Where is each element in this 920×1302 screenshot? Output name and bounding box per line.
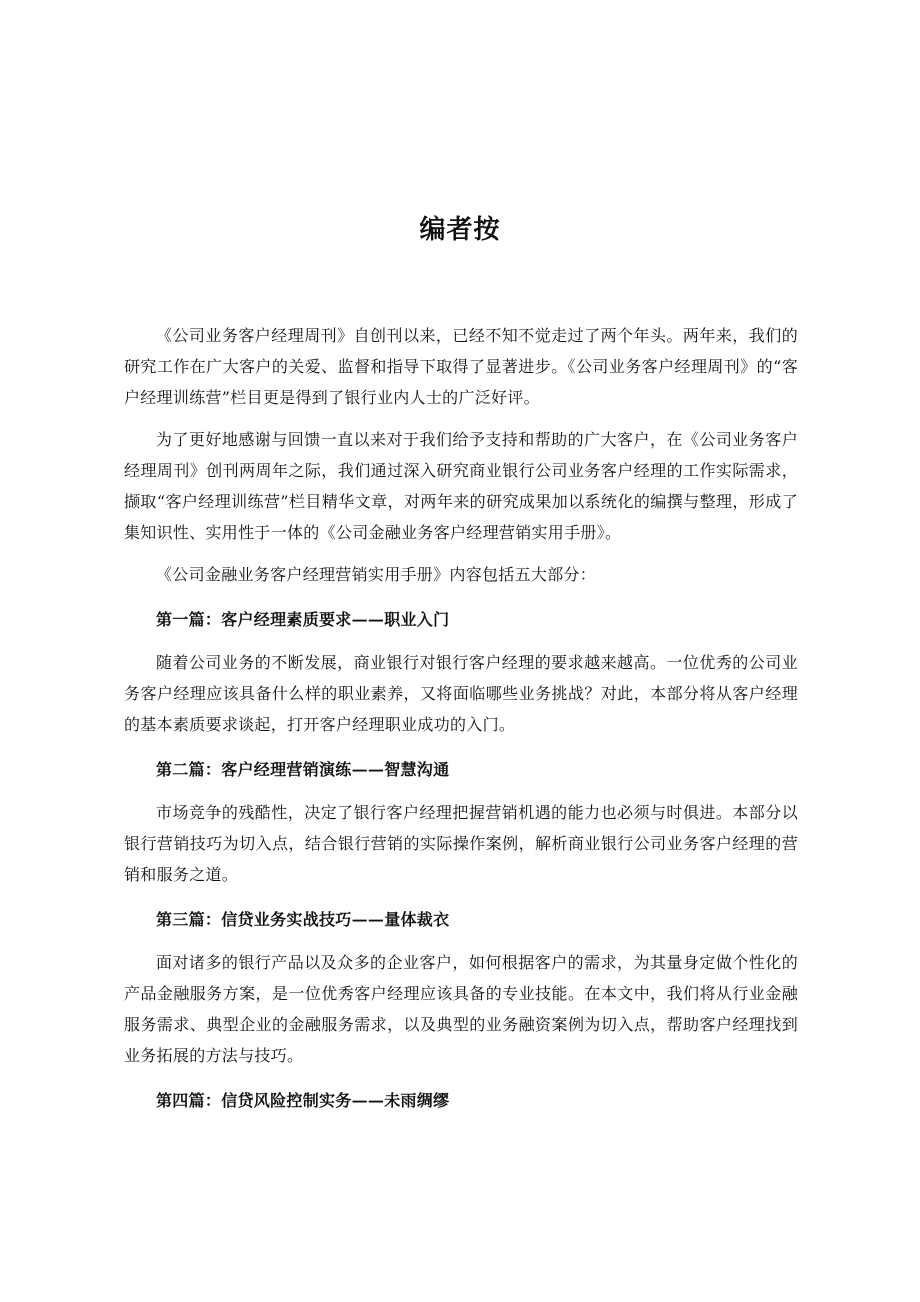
intro-paragraph-1: 《公司业务客户经理周刊》自创刊以来，已经不知不觉走过了两个年头。两年来，我们的研究工作在广大客户的关爱、监督和指导下取得了显著进步。《公司业务客户经理周刊》的“客户经理训练营”栏目更是得到了银行业内人士的广泛好评。 <box>124 326 798 407</box>
section-body-3: 面对诸多的银行产品以及众多的企业客户，如何根据客户的需求，为其量身定做个性化的产品金融服务方案，是一位优秀客户经理应该具备的专业技能。在本文中，我们将从行业金融服务需求、典型企业的金融服务需求，以及典型的业务融资案例为切入点，帮助客户经理找到业务拓展的方法与技巧。 <box>124 953 798 1065</box>
intro-paragraph-2: 为了更好地感谢与回馈一直以来对于我们给予支持和帮助的广大客户，在《公司业务客户经理周刊》创刊两周年之际，我们通过深入研究商业银行公司业务客户经理的工作实际需求，撷取“客户经理训练营”栏目精华文章，对两年来的研究成果加以系统化的编撰与整理，形成了集知识性、实用性于一体的《公司金融业务客户经理营销实用手册》。 <box>124 430 798 542</box>
section-body-1: 随着公司业务的不断发展，商业银行对银行客户经理的要求越来越高。一位优秀的公司业务客户经理应该具备什么样的职业素养，又将面临哪些业务挑战？对此，本部分将从客户经理的基本素质要求谈起，打开客户经理职业成功的入门。 <box>124 653 798 734</box>
document-body <box>124 320 798 1128</box>
section-heading-2: 第二篇：客户经理营销演练——智慧沟通 <box>156 760 450 779</box>
section-heading-4: 第四篇：信贷风险控制实务——未雨绸缪 <box>156 1091 450 1110</box>
section-heading-3: 第三篇：信贷业务实战技巧——量体裁衣 <box>156 910 450 929</box>
page-title: 编者按 <box>419 215 501 245</box>
intro-paragraph-3: 《公司金融业务客户经理营销实用手册》内容包括五大部分： <box>156 565 597 584</box>
section-heading-1: 第一篇：客户经理素质要求——职业入门 <box>156 610 450 629</box>
section-body-2: 市场竞争的残酷性，决定了银行客户经理把握营销机遇的能力也必须与时俱进。本部分以银行营销技巧为切入点，结合银行营销的实际操作案例，解析商业银行公司业务客户经理的营销和服务之道。 <box>124 803 798 884</box>
